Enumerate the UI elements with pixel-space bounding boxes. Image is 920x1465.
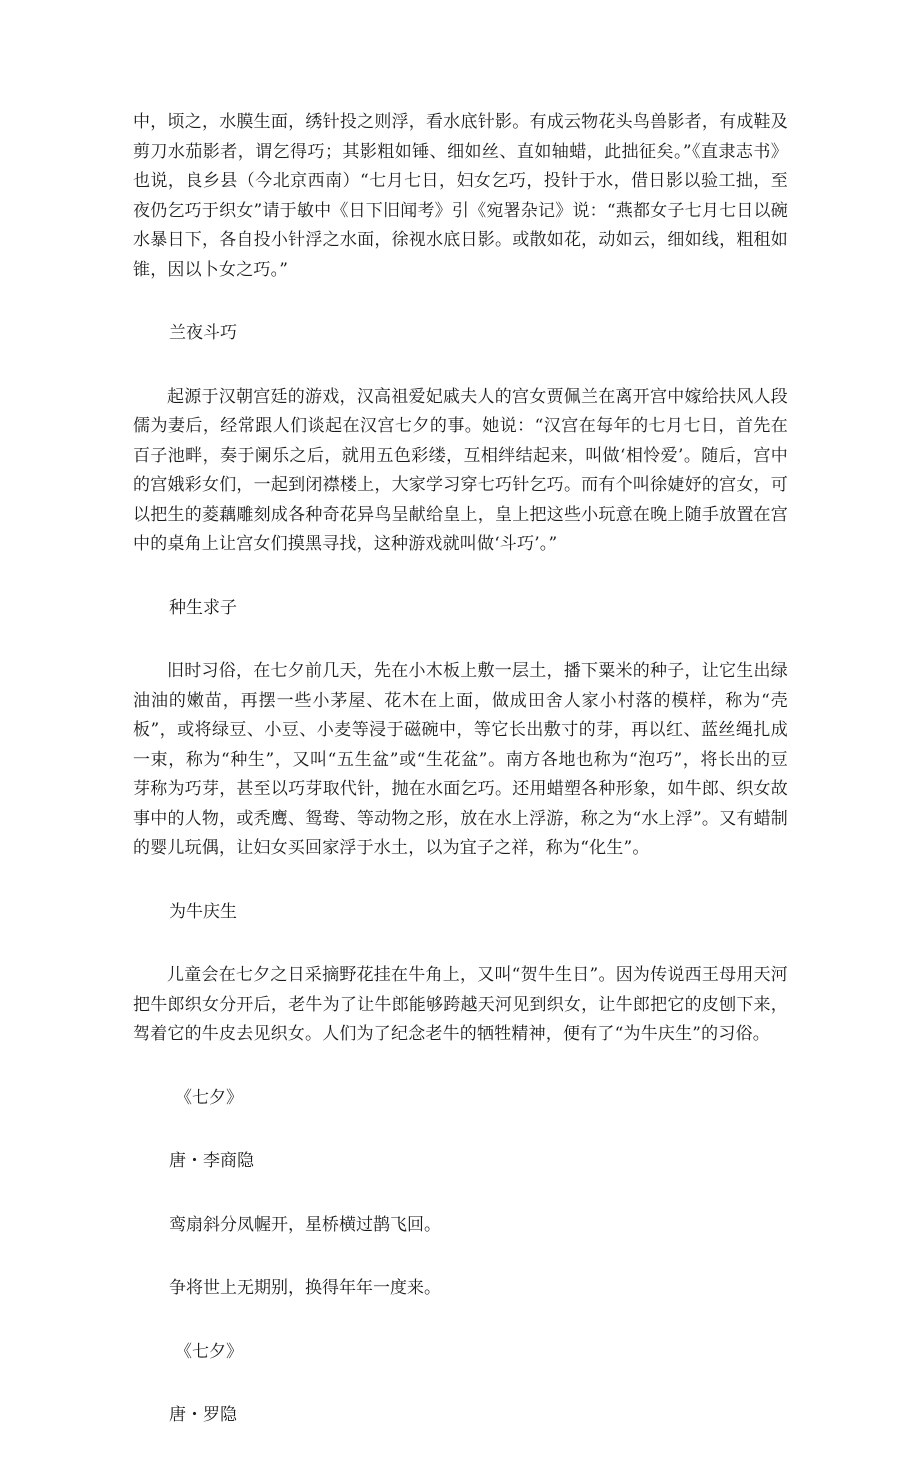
section-heading: 种生求子	[169, 597, 237, 618]
section-weiniu-qingsheng	[133, 898, 788, 1050]
section-body: 儿童会在七夕之日采摘野花挂在牛角上，又叫“贺牛生日”。因为传说西王母用天河把牛郎织女分开后，老牛为了让牛郎能够跨越天河见到织女，让牛郎把它的皮刨下来，驾着它的牛皮去见织女。人们为了纪念老牛的牺牲精神，便有了“为牛庆生”的习俗。	[133, 965, 788, 1044]
poem-line: 鸾扇斜分凤幄开，星桥横过鹊飞回。	[169, 1214, 441, 1235]
opening-paragraph: 中，顷之，水膜生面，绣针投之则浮，看水底针影。有成云物花头鸟兽影者，有成鞋及剪刀水茄影者，谓乞得巧；其影粗如锤、细如丝、直如轴蜡，此拙征矣。”《直隶志书》也说，良乡县（今北京西南）“七月七日，妇女乞巧，投针于水，借日影以验工拙，至夜仍乞巧于织女”请于敏中《日下旧闻考》引《宛署杂记》说：“燕都女子七月七日以碗水暴日下，各自投小针浮之水面，徐视水底日影。或散如花，动如云，细如线，粗租如锥，因以卜女之巧。”	[133, 112, 788, 280]
section-body: 起源于汉朝宫廷的游戏，汉高祖爱妃戚夫人的宫女贾佩兰在离开宫中嫁给扶风人段儒为妻后，经常跟人们谈起在汉宫七夕的事。她说：“汉宫在每年的七月七日，首先在百子池畔，奏于阑乐之后，就用五色彩缕，互相绊结起来，叫做‘相怜爱’。随后，宫中的宫娥彩女们，一起到闭襟楼上，大家学习穿七巧针乞巧。而有个叫徐婕妤的宫女，可以把生的菱藕雕刻成各种奇花异鸟呈献给皇上，皇上把这些小玩意在晚上随手放置在宫中的桌角上让宫女们摸黑寻找，这种游戏就叫做‘斗巧’。”	[133, 386, 788, 554]
poem-luo-yin	[133, 1338, 788, 1431]
poem-author: 唐・李商隐	[169, 1151, 254, 1171]
section-zhongsheng-qiuzi	[133, 594, 788, 864]
poem-title: 《七夕》	[175, 1341, 243, 1362]
poem-author: 唐・罗隐	[169, 1405, 237, 1425]
section-heading: 兰夜斗巧	[169, 323, 237, 343]
section-heading: 为牛庆生	[169, 901, 237, 922]
document-body	[133, 108, 788, 1465]
section-lanye-douqiao	[133, 319, 788, 560]
poem-line: 争将世上无期别，换得年年一度来。	[169, 1278, 441, 1298]
section-body: 旧时习俗，在七夕前几天，先在小木板上敷一层土，播下粟米的种子，让它生出绿油油的嫩苗，再摆一些小茅屋、花木在上面，做成田舍人家小村落的模样，称为“壳板”，或将绿豆、小豆、小麦等浸于磁碗中，等它长出敷寸的芽，再以红、蓝丝绳扎成一束，称为“种生”，又叫“五生盆”或“生花盆”。南方各地也称为“泡巧”，将长出的豆芽称为巧芽，甚至以巧芽取代针，抛在水面乞巧。还用蜡塑各种形象，如牛郎、织女故事中的人物，或秃鹰、鸳鸯、等动物之形，放在水上浮游，称之为“水上浮”。又有蜡制的婴儿玩偶，让妇女买回家浮于水土，以为宜子之祥，称为“化生”。	[133, 661, 788, 858]
poem-title: 《七夕》	[175, 1087, 243, 1108]
poem-li-shangyin	[133, 1084, 788, 1304]
